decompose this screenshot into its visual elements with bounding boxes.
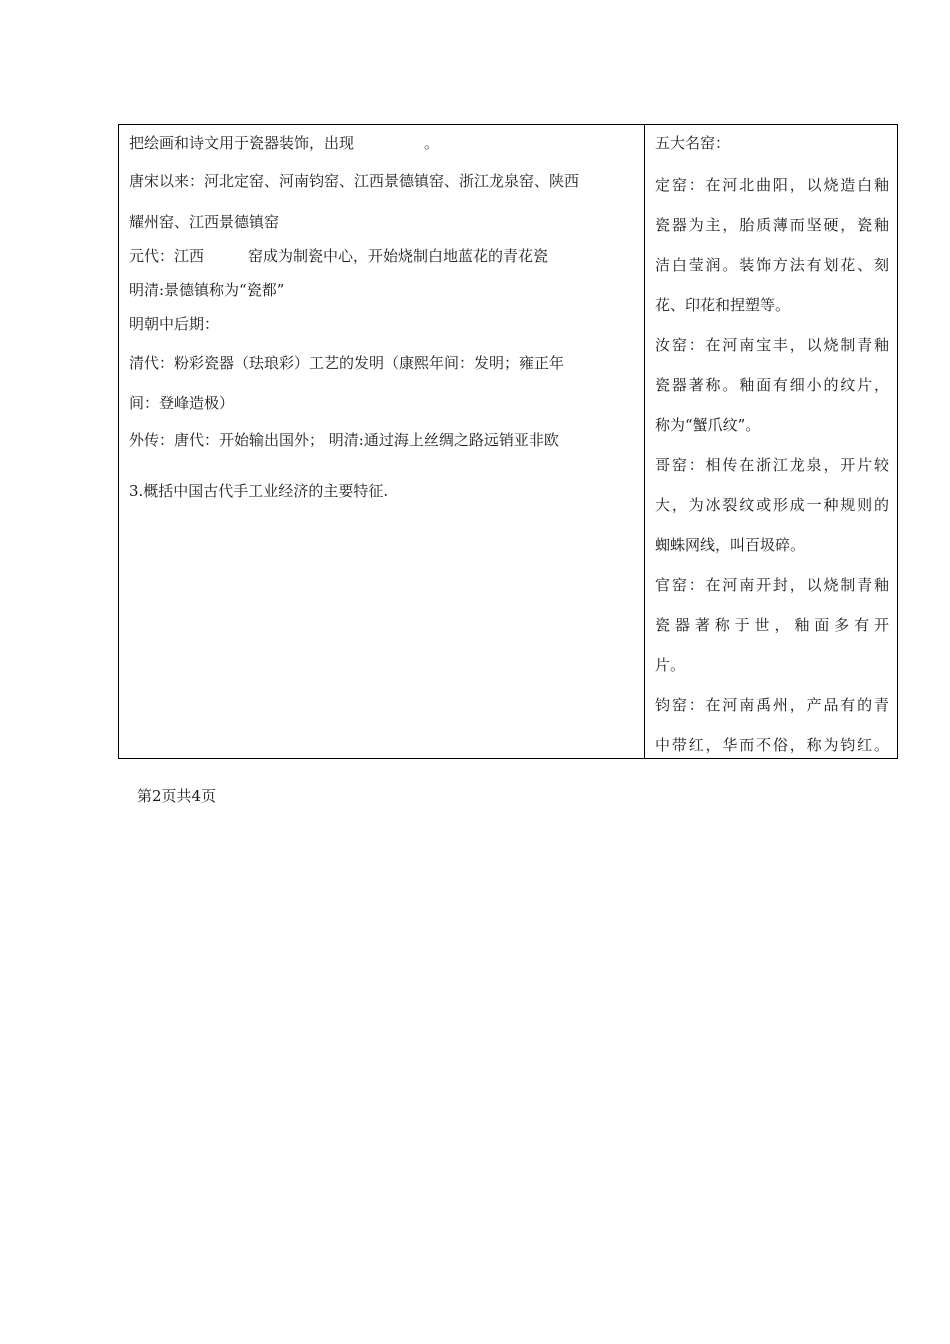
text-line: 汝窑：在河南宝丰，以烧制青釉	[655, 336, 889, 354]
text-line	[129, 241, 636, 275]
section-title: 五大名窑：	[655, 134, 731, 152]
text-line: 瓷器著称。釉面有细小的纹片，	[655, 376, 889, 394]
text-line: 唐宋以来：河北定窑、河南钧窑、江西景德镇窑、浙江龙泉窑、陕西	[129, 172, 580, 190]
content-table	[118, 124, 898, 759]
text-line: 间：登峰造极）	[129, 394, 235, 412]
question-heading: 3.概括中国古代手工业经济的主要特征.	[129, 482, 389, 500]
text-segment: 把绘画和诗文用于瓷器装饰，出现	[129, 134, 355, 152]
text-line: 片。	[655, 656, 686, 674]
text-segment: 元代：江西	[129, 247, 205, 265]
text-line: 钧窑：在河南禹州，产品有的青	[655, 696, 889, 714]
text-segment: 。	[424, 134, 440, 152]
text-line: 瓷器著称于世，釉面多有开	[655, 616, 889, 634]
text-line: 明朝中后期：	[129, 315, 220, 333]
right-column	[645, 125, 897, 758]
text-line: 花、印花和捏塑等。	[655, 296, 791, 314]
text-line: 中带红，华而不俗，称为钧红。	[655, 736, 889, 754]
text-line	[129, 131, 636, 161]
left-column	[119, 125, 645, 758]
text-line: 蜘蛛网线，叫百圾碎。	[655, 536, 806, 554]
text-line: 大，为冰裂纹或形成一种规则的	[655, 496, 889, 514]
text-line: 称为“蟹爪纹”。	[655, 416, 761, 434]
text-line: 官窑：在河南开封，以烧制青釉	[655, 576, 889, 594]
text-line: 洁白莹润。装饰方法有划花、刻	[655, 256, 889, 274]
text-line: 耀州窑、江西景德镇窑	[129, 213, 280, 231]
page-number-footer: 第2页共4页	[137, 787, 217, 805]
text-line: 瓷器为主，胎质薄而坚硬，瓷釉	[655, 216, 889, 234]
text-line: 哥窑：相传在浙江龙泉，开片较	[655, 456, 889, 474]
text-line: 清代：粉彩瓷器（珐琅彩）工艺的发明（康熙年间：发明；雍正年	[129, 354, 565, 372]
text-line: 定窑：在河北曲阳，以烧造白釉	[655, 176, 889, 194]
text-line: 外传：唐代：开始输出国外； 明清:通过海上丝绸之路远销亚非欧	[129, 431, 559, 449]
text-line: 明清:景德镇称为“瓷都”	[129, 281, 285, 299]
text-segment: 窑成为制瓷中心，开始烧制白地蓝花的青花瓷	[248, 247, 549, 265]
